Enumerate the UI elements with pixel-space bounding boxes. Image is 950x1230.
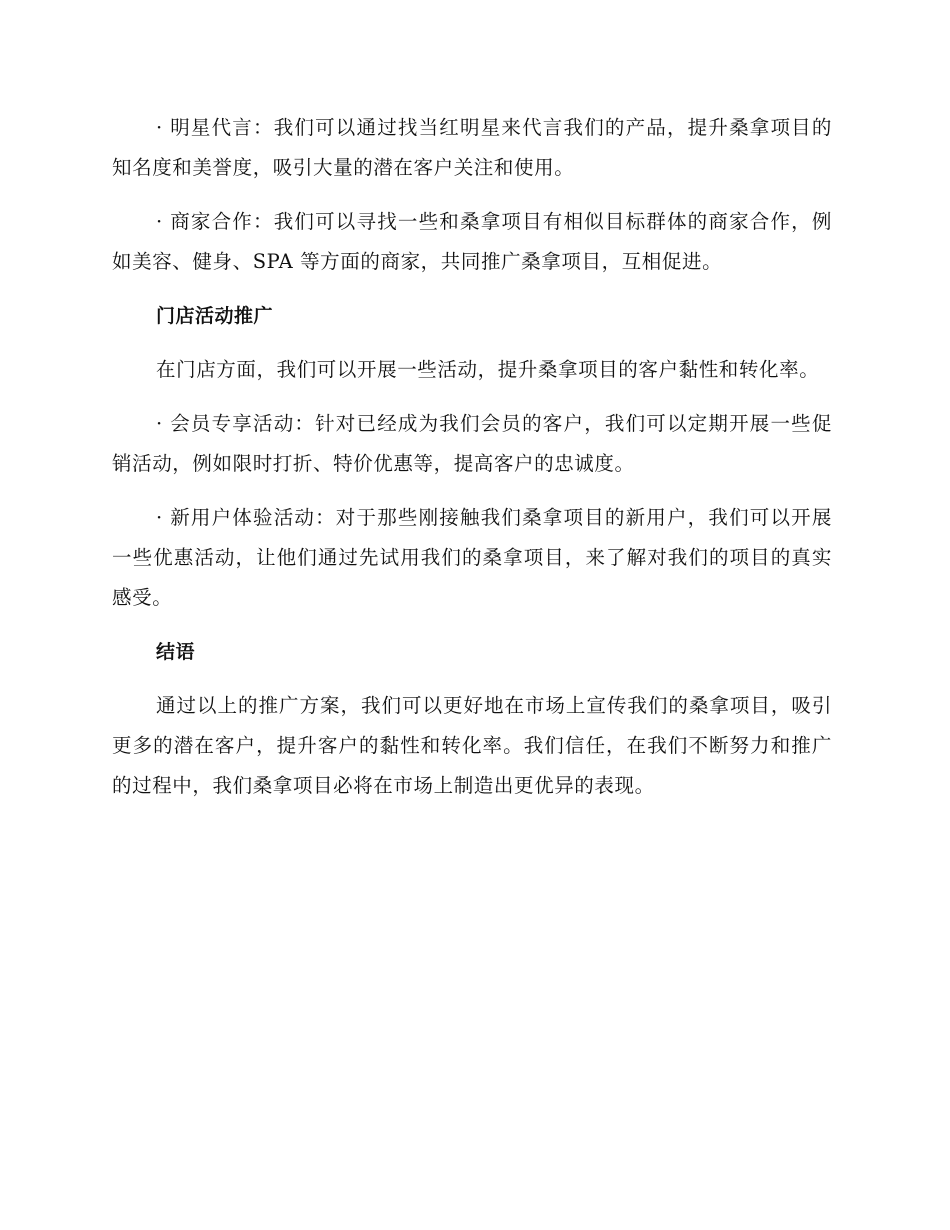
paragraph-new-user-activities: · 新用户体验活动：对于那些刚接触我们桑拿项目的新用户，我们可以开展一些优惠活动，让他们通过先试用我们的桑拿项目，来了解对我们的项目的真实感受。 xyxy=(112,506,832,609)
document-page xyxy=(112,108,832,820)
heading-store-activities: 门店活动推广 xyxy=(156,305,274,327)
paragraph-celebrity-endorsement: · 明星代言：我们可以通过找当红明星来代言我们的产品，提升桑拿项目的知名度和美誉度，吸引大量的潜在客户关注和使用。 xyxy=(112,116,832,179)
paragraph-conclusion: 通过以上的推广方案，我们可以更好地在市场上宣传我们的桑拿项目，吸引更多的潜在客户，提升客户的黏性和转化率。我们信任，在我们不断努力和推广的过程中，我们桑拿项目必将在市场上制造出更优异的表现。 xyxy=(112,694,832,797)
paragraph-member-activities: · 会员专享活动：针对已经成为我们会员的客户，我们可以定期开展一些促销活动，例如限时打折、特价优惠等，提高客户的忠诚度。 xyxy=(112,412,832,475)
paragraph-merchant-cooperation: · 商家合作：我们可以寻找一些和桑拿项目有相似目标群体的商家合作，例如美容、健身、SPA 等方面的商家，共同推广桑拿项目，互相促进。 xyxy=(112,210,832,273)
paragraph-store-intro: 在门店方面，我们可以开展一些活动，提升桑拿项目的客户黏性和转化率。 xyxy=(156,358,820,381)
heading-conclusion: 结语 xyxy=(156,641,196,663)
